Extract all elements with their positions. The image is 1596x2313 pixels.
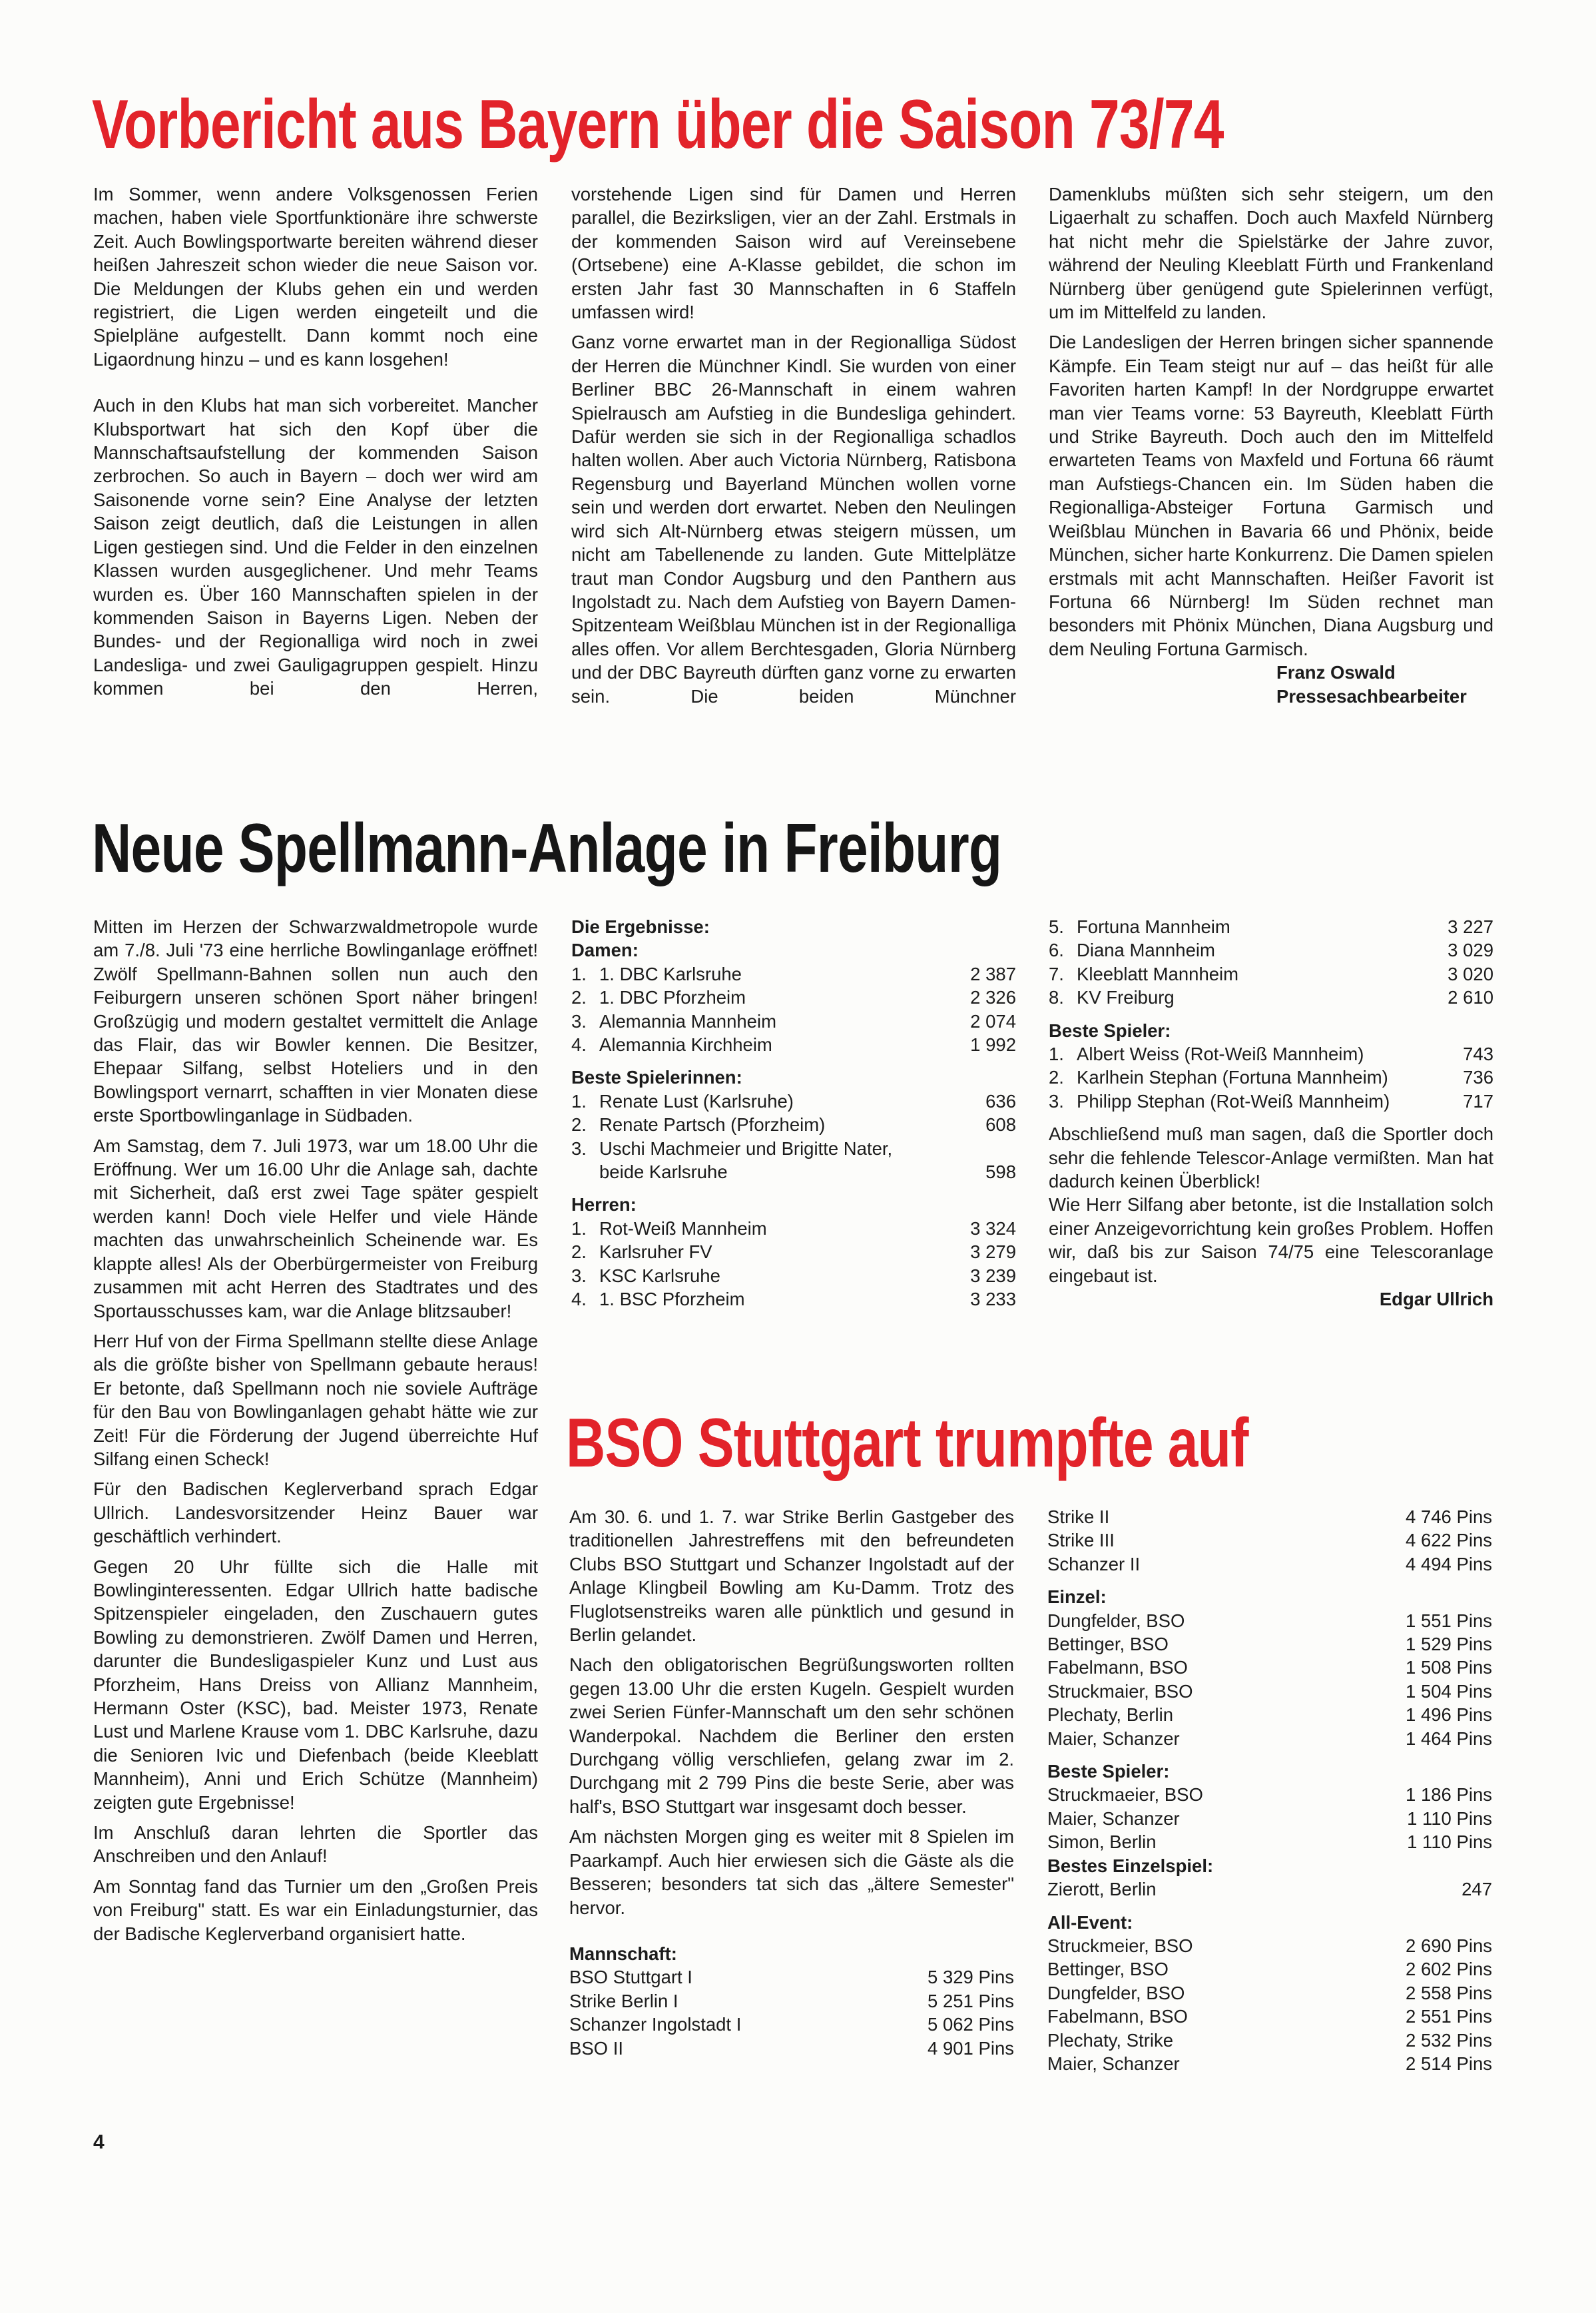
result-row (571, 1287, 1016, 1311)
score: 1 529 Pins (1406, 1634, 1492, 1655)
result-row (571, 1010, 1016, 1033)
paragraph: Für den Badischen Keglerverband sprach Edgar Ullrich. Landesvorsitzender Heinz Bauer war geschäftlich verhindert. (93, 1479, 538, 1547)
score: 4 622 Pins (1406, 1530, 1492, 1551)
name: BSO II (569, 2037, 623, 2059)
result-row (1049, 1090, 1493, 1113)
name: Fortuna Mannheim (1077, 916, 1230, 937)
result-row (1049, 986, 1493, 1009)
article1-column-3 (1049, 182, 1493, 708)
score: 5 251 Pins (928, 1990, 1014, 2011)
result-row (571, 1240, 1016, 1263)
rank: 1. (1049, 1044, 1064, 1065)
rank: 2. (571, 1114, 587, 1136)
name: Maier, Schanzer (1047, 1808, 1180, 1829)
name: Karlsruher FV (599, 1241, 712, 1263)
name: BSO Stuttgart I (569, 1967, 692, 1988)
article-title-bso: BSO Stuttgart trumpfte auf (566, 1405, 1248, 1482)
name: Alemannia Kirchheim (599, 1034, 772, 1056)
rank: 3. (571, 1265, 587, 1286)
result-row (569, 1989, 1014, 2013)
paragraph: Im Sommer, wenn andere Volksgenossen Ferien machen, haben viele Sportfunktionäre ihre schwerste Zeit. Auch Bowlingsportwarte bereiten während dieser heißen Jahreszeit schon wieder die neue Saison vor. Die Meldungen der Klubs gehen ein und werden registriert, die Ligen werden eingeteilt und die Spielpläne aufgestellt. Dann kommt noch eine Ligaordnung hinzu – und es kann losgehen! (93, 184, 538, 370)
name: Strike II (1047, 1506, 1110, 1527)
rank: 3. (1049, 1090, 1064, 1112)
score: 1 186 Pins (1406, 1784, 1492, 1806)
name: Strike III (1047, 1530, 1115, 1551)
author-name: Franz Oswald (1276, 662, 1396, 683)
result-row (1049, 915, 1493, 938)
score: 2 558 Pins (1406, 1982, 1492, 2003)
score: 1 551 Pins (1406, 1610, 1492, 1631)
result-row (571, 1217, 1016, 1240)
paragraph: Nach den obligatorischen Begrüßungsworten rollten gegen 13.00 Uhr die ersten Kugeln. Gespielt wurden zwei Serien Fünfer-Mannschaft um den sehr schönen Wanderpokal. Nachdem die Berliner den ersten Durchgang völlig verschliefen, gelang zwar im 2. Durchgang mit 2 799 Pins die beste Serie, aber was half's, BSO Stuttgart war insgesamt doch besser. (569, 1654, 1014, 1817)
herren-heading: Herren: (571, 1194, 637, 1215)
score: 3 227 (1448, 916, 1493, 937)
score: 1 464 Pins (1406, 1728, 1492, 1749)
team-results-continued (1047, 1505, 1492, 1576)
name: 1. DBC Karlsruhe (599, 963, 742, 984)
paragraph: Am nächsten Morgen ging es weiter mit 8 Spielen im Paarkampf. Auch hier erwiesen sich die Gäste als die Besseren; besonders tat sich das „ältere Semester" hervor. (569, 1826, 1014, 1918)
result-row (571, 1090, 1016, 1113)
results-column-2 (1049, 915, 1493, 1311)
article-title-freiburg: Neue Spellmann-Anlage in Freiburg (92, 810, 1002, 887)
score: 1 110 Pins (1407, 1831, 1492, 1853)
name: 1. DBC Pforzheim (599, 987, 746, 1008)
score: 4 901 Pins (928, 2037, 1014, 2059)
score: 608 (985, 1114, 1016, 1136)
result-row (1047, 2052, 1492, 2075)
rank: 3. (571, 1010, 587, 1032)
score: 5 062 Pins (928, 2014, 1014, 2035)
best-players (1047, 1783, 1492, 1853)
result-row (1047, 1727, 1492, 1750)
score: 717 (1463, 1090, 1493, 1112)
paragraph: Mitten im Herzen der Schwarzwaldmetropole wurde am 7./8. Juli '73 eine herrliche Bowlinganlage eröffnet! Zwölf Spellmann-Bahnen sollen nun auch den Feiburgern unseren schönen Sport näher bringen! Großzügig und modern gestaltet vermittelt die Anlage das Flair, das wir Bowler kennen. Die Besitzer, Ehepaar Silfang, selbst Hoteliers und in den Bowlingsport vernarrt, schafften in vier Monaten diese erste Sportbowlinganlage in Südbaden. (93, 916, 538, 1126)
einzel-heading: Einzel: (1047, 1586, 1107, 1608)
result-row (1047, 1505, 1492, 1528)
name: Diana Mannheim (1077, 940, 1215, 961)
result-row (1047, 2005, 1492, 2028)
result-row (1047, 1934, 1492, 1957)
result-row (569, 2013, 1014, 2036)
name: KSC Karlsruhe (599, 1265, 720, 1286)
score: 1 992 (970, 1034, 1016, 1056)
score: 3 029 (1448, 940, 1493, 961)
mannschaft-heading: Mannschaft: (569, 1943, 677, 1964)
result-row (571, 962, 1016, 986)
score: 636 (985, 1090, 1016, 1112)
name: 1. BSC Pforzheim (599, 1289, 745, 1310)
name: Strike Berlin I (569, 1990, 678, 2011)
result-row (571, 1113, 1016, 1136)
score: 3 324 (970, 1217, 1016, 1239)
allevent-heading: All-Event: (1047, 1911, 1133, 1933)
page-number: 4 (93, 2131, 105, 2153)
name: Maier, Schanzer (1047, 2053, 1180, 2074)
name: Kleeblatt Mannheim (1077, 963, 1239, 984)
result-row (569, 2037, 1014, 2060)
rank: 2. (1049, 1067, 1064, 1088)
paragraph: Ganz vorne erwartet man in der Regionalliga Südost der Herren die Münchner Kindl. Sie wurden von einer Berliner BBC 26-Mannschaft in einem wahren Spielrausch am Aufstieg in die Bundesliga gehindert. Dafür werden sie sich in der Regionalliga schadlos halten wollen. Aber auch Victoria Nürnberg, Ratisbona Regensburg und Bayerland München wollen vorne sein und werden dort erwartet. Neben den Neulingen wird sich Alt-Nürnberg etwas steigern müssen, um nicht am Tabellenende zu landen. Gute Mittelplätze traut man Condor Augsburg und den Panthern aus Ingolstadt zu. Nach dem Aufstieg von Bayern Damen-Spitzenteam Weißblau München ist in der Regionalliga alles offen. Vor allem Berchtesgaden, Gloria Nürnberg und der DBC Bayreuth dürften ganz vorne zu erwarten sein. Die beiden Münchner (571, 332, 1016, 707)
score: 2 532 Pins (1406, 2029, 1492, 2051)
result-row (571, 1160, 1016, 1183)
herren-results-continued (1049, 915, 1493, 1010)
result-row (571, 1137, 1016, 1160)
result-row (1047, 1528, 1492, 1552)
name: Schanzer II (1047, 1553, 1141, 1574)
spieler-heading: Beste Spieler: (1049, 1020, 1171, 1041)
name: Philipp Stephan (Rot-Weiß Mannheim) (1077, 1090, 1390, 1112)
best-female-players (571, 1090, 1016, 1137)
rank: 2. (571, 987, 587, 1008)
player-name: Uschi Machmeier und Brigitte Nater, (599, 1138, 893, 1159)
author-role: Pressesachbearbeiter (1276, 685, 1467, 707)
paragraph: vorstehende Ligen sind für Damen und Herren parallel, die Bezirksligen, vier an der Zahl. Erstmals in der kommenden Saison wird auf Vereinsebene (Ortsebene) eine A-Klasse gebildet, die schon im ersten Jahr fast 30 Mannschaften in 6 Staffeln umfassen wird! (571, 184, 1016, 323)
article-title-bayern: Vorbericht aus Bayern über die Saison 73/74 (92, 86, 1224, 163)
name: Renate Partsch (Pforzheim) (599, 1114, 826, 1136)
herren-results (571, 1217, 1016, 1311)
rank: 1. (571, 963, 587, 984)
score: 3 020 (1448, 963, 1493, 984)
rank: 1. (571, 1217, 587, 1239)
spielerinnen-heading: Beste Spielerinnen: (571, 1067, 742, 1088)
rank: 6. (1049, 940, 1064, 961)
name: Rot-Weiß Mannheim (599, 1217, 767, 1239)
name: Plechaty, Strike (1047, 2029, 1174, 2051)
article2-column-1 (93, 915, 538, 1952)
name: KV Freiburg (1077, 987, 1175, 1008)
article3-column-1 (569, 1505, 1014, 2060)
name: Struckmeier, BSO (1047, 1935, 1193, 1956)
score: 2 690 Pins (1406, 1935, 1492, 1956)
score: 2 074 (970, 1010, 1016, 1032)
paragraph: Abschließend muß man sagen, daß die Sportler doch sehr die fehlende Telescor-Anlage vermißten. Man hat dadurch keinen Überblick! (1049, 1124, 1493, 1192)
score: 4 494 Pins (1406, 1553, 1492, 1574)
paragraph: Wie Herr Silfang aber betonte, ist die Installation solch einer Anzeigevorrichtung kein großes Problem. Hoffen wir, daß bis zur Saison 74/75 eine Telescoranlage eingebaut ist. (1049, 1194, 1493, 1286)
name: Struckmaeier, BSO (1047, 1784, 1203, 1806)
damen-heading: Damen: (571, 940, 639, 961)
name: Dungfelder, BSO (1047, 1610, 1185, 1631)
name: Schanzer Ingolstadt I (569, 2014, 742, 2035)
article1-column-2 (571, 182, 1016, 708)
name: Fabelmann, BSO (1047, 2006, 1188, 2027)
rank: 4. (571, 1034, 587, 1056)
name: Karlhein Stephan (Fortuna Mannheim) (1077, 1067, 1388, 1088)
score: 4 746 Pins (1406, 1506, 1492, 1527)
result-row (1047, 1632, 1492, 1656)
paragraph: Herr Huf von der Firma Spellmann stellte diese Anlage als die größte bisher von Spellmann gebaute heraus! Er betonte, daß Spellmann noch nie soviele Aufträge für den Bau von Bowlinganlagen gehabt hätte wie zur Zeit! Für die Förderung der Jugend überreichte Huf Silfang einen Scheck! (93, 1330, 538, 1469)
paragraph: Am Samstag, dem 7. Juli 1973, war um 18.00 Uhr die Eröffnung. Wer um 16.00 Uhr die Anlage sah, dachte mit Sicherheit, daß erst zwei Tage später gespielt werden kann! Doch viele Helfer und viele Hände machten das unwahrscheinlich Scheinende war. Es klappte alles! Als der Oberbürgermeister von Freiburg zusammen mit acht Herren des Stadtrates und des Sportausschusses kam, war die Anlage blitzsauber! (93, 1135, 538, 1321)
score: 247 (1462, 1879, 1492, 1900)
paragraph: Am 30. 6. und 1. 7. war Strike Berlin Gastgeber des traditionellen Jahrestreffens mit den befreundeten Clubs BSO Stuttgart und Schanzer Ingolstadt auf der Anlage Klingbeil Bowling am Ku-Damm. Trotz des Fluglotsenstreiks waren alle pünktlich und gesund in Berlin gelandet. (569, 1506, 1014, 1646)
result-row (571, 1033, 1016, 1056)
score: 2 602 Pins (1406, 1959, 1492, 1980)
score: 1 504 Pins (1406, 1680, 1492, 1702)
result-row (1047, 1680, 1492, 1703)
article1-column-1 (93, 182, 538, 701)
single-results (1047, 1609, 1492, 1750)
result-row (1047, 1656, 1492, 1679)
paragraph: Am Sonntag fand das Turnier um den „Großen Preis von Freiburg" statt. Es war ein Einladungsturnier, das der Badische Keglerverband organisiert hatte. (93, 1875, 538, 1944)
rank: 5. (1049, 916, 1064, 937)
score: 2 387 (970, 963, 1016, 984)
damen-results (571, 962, 1016, 1057)
name: Bettinger, BSO (1047, 1634, 1169, 1655)
name: Bettinger, BSO (1047, 1959, 1169, 1980)
name: Simon, Berlin (1047, 1831, 1157, 1853)
player-club: beide Karlsruhe (599, 1161, 728, 1183)
score: 2 514 Pins (1406, 2053, 1492, 2074)
result-row (1047, 2029, 1492, 2052)
result-row (1047, 1609, 1492, 1632)
score: 3 233 (970, 1289, 1016, 1310)
all-event-results (1047, 1934, 1492, 2075)
team-results (569, 1965, 1014, 2060)
score: 1 508 Pins (1406, 1657, 1492, 1678)
name: Renate Lust (Karlsruhe) (599, 1090, 794, 1112)
result-row (1047, 1957, 1492, 1981)
result-row (1047, 1552, 1492, 1576)
author-name: Edgar Ullrich (1379, 1289, 1493, 1310)
result-row (1047, 1703, 1492, 1726)
rank: 7. (1049, 963, 1064, 984)
player-name: Zierott, Berlin (1047, 1879, 1157, 1900)
paragraph: Die Landesligen der Herren bringen sicher spannende Kämpfe. Ein Team steigt nur auf – das heißt für alle Favoriten harten Kampf! In der Nordgruppe erwartet man vier Teams vorne: 53 Bayreuth, Kleeblatt Fürth und Strike Bayreuth. Doch auch den im Mittelfeld erwarteten Teams von Maxfeld und Fortuna 66 räumt man Aufstiegs-Chancen ein. Im Süden haben die Regionalliga-Absteiger Fortuna Garmisch und Weißblau München in Bavaria 66 und Phönix, beide München, sicher harte Konkurrenz. Die Damen spielen erstmals mit acht Mannschaften. Heißer Favorit ist Fortuna 66 Nürnberg! Im Süden rechnet man besonders mit Phönix München, Diana Augsburg und dem Neuling Fortuna Garmisch. (1049, 332, 1493, 659)
name: Albert Weiss (Rot-Weiß Mannheim) (1077, 1044, 1364, 1065)
paragraph: Auch in den Klubs hat man sich vorbereitet. Mancher Klubsportwart hat sich den Kopf über die Mannschaftsaufstellung der kommenden Saison zerbrochen. So auch in Bayern – doch wer wird am Saisonende vorne sein? Eine Analyse der letzten Saison zeigt deutlich, daß die Leistungen in allen Ligen gestiegen sind. Und die Felder in den einzelnen Klassen wurden ausgeglichener. Und mehr Teams wurden es. Über 160 Mannschaften spielen in der kommenden Saison in Bayerns Ligen. Neben der Bundes- und der Regionalliga wird noch in zwei Landesliga- und zwei Gauligagruppen gespielt. Hinzu kommen bei den Herren, (93, 395, 538, 699)
score: 3 279 (970, 1241, 1016, 1263)
result-row (1049, 1042, 1493, 1066)
result-row (569, 1965, 1014, 1989)
rank: 3. (571, 1138, 587, 1159)
rank: 1. (571, 1090, 587, 1112)
result-row (1047, 1830, 1492, 1853)
name: Fabelmann, BSO (1047, 1657, 1188, 1678)
name: Plechaty, Berlin (1047, 1704, 1174, 1726)
results-column (571, 915, 1016, 1311)
paragraph: Gegen 20 Uhr füllte sich die Halle mit Bowlinginteressenten. Edgar Ullrich hatte badische Spitzenspieler eingeladen, den Zuschauern gutes Bowling zu demonstrieren. Zwölf Damen und Herren, darunter die Bundesligaspieler Kunz und Lust aus Pforzheim, Hans Dreiss von Allianz Mannheim, Hermann Oster (KSC), bad. Meister 1973, Renate Lust und Marlene Krause vom 1. DBC Karlsruhe, dazu die Senioren Ivic und Diefenbach (beide Kleeblatt Mannheim), Anni und Erich Schütze (Mannheim) zeigten gute Ergebnisse! (93, 1556, 538, 1813)
score: 2 326 (970, 987, 1016, 1008)
name: Struckmaier, BSO (1047, 1680, 1193, 1702)
results-heading: Die Ergebnisse: (571, 916, 710, 937)
result-row (1047, 1981, 1492, 2005)
score: 1 496 Pins (1406, 1704, 1492, 1726)
name: Alemannia Mannheim (599, 1010, 776, 1032)
result-row (1047, 1807, 1492, 1830)
score: 1 110 Pins (1407, 1808, 1492, 1829)
rank: 2. (571, 1241, 587, 1263)
einzelspiel-heading: Bestes Einzelspiel: (1047, 1855, 1214, 1876)
result-row (571, 1264, 1016, 1287)
result-row (1049, 938, 1493, 962)
score: 2 610 (1448, 987, 1493, 1008)
result-row (1049, 962, 1493, 986)
rank: 4. (571, 1289, 587, 1310)
result-row (1047, 1783, 1492, 1806)
result-row (571, 986, 1016, 1009)
name: Dungfelder, BSO (1047, 1982, 1185, 2003)
name: Maier, Schanzer (1047, 1728, 1180, 1749)
paragraph: Damenklubs müßten sich sehr steigern, um den Ligaerhalt zu schaffen. Doch auch Maxfeld Nürnberg hat nicht mehr die Spielstärke der Jahre zuvor, während der Neuling Kleeblatt Fürth und Frankenland Nürnberg über genügend gute Spielerinnen verfügt, um im Mittelfeld zu landen. (1049, 184, 1493, 323)
score: 2 551 Pins (1406, 2006, 1492, 2027)
score: 743 (1463, 1044, 1493, 1065)
article3-column-2 (1047, 1505, 1492, 2075)
paragraph: Im Anschluß daran lehrten die Sportler das Anschreiben und den Anlauf! (93, 1822, 538, 1867)
best-male-players (1049, 1042, 1493, 1113)
result-row (1047, 1877, 1492, 1901)
rank: 8. (1049, 987, 1064, 1008)
score: 598 (985, 1161, 1016, 1183)
result-row (1049, 1066, 1493, 1089)
score: 3 239 (970, 1265, 1016, 1286)
score: 5 329 Pins (928, 1967, 1014, 1988)
beste-heading: Beste Spieler: (1047, 1761, 1170, 1782)
score: 736 (1463, 1067, 1493, 1088)
